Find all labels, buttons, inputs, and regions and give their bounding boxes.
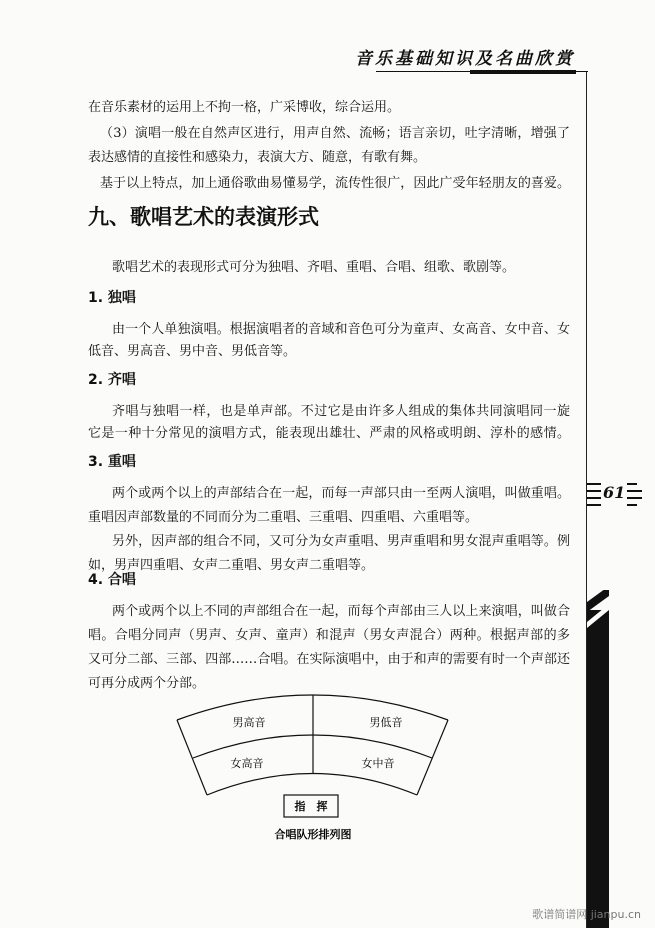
watermark: 歌谱简谱网 jianpu.cn [532, 908, 641, 921]
subsection-title: 4. 合唱 [88, 572, 136, 588]
paragraph-line: 重唱因声部数量的不同而分为二重唱、三重唱、四重唱、六重唱等。 [88, 510, 479, 525]
subsection-title: 2. 齐唱 [88, 372, 136, 388]
paragraph-line: 基于以上特点，加上通俗歌曲易懂易学，流传性很广，因此广受年轻朋友的喜爱。 [100, 176, 570, 191]
section-label: 女中音 [361, 757, 395, 770]
subsection-title: 3. 重唱 [88, 454, 136, 470]
paragraph-line: 齐唱与独唱一样，也是单声部。不过它是由许多人组成的集体共同演唱同一旋 [112, 404, 570, 419]
paragraph-line: 两个或两个以上的声部结合在一起，而每一声部只由一至两人演唱，叫做重唱。 [112, 486, 570, 501]
running-head: 音乐基础知识及名曲欣赏 [355, 49, 575, 69]
paragraph-line: 两个或两个以上不同的声部组合在一起，而每个声部由三人以上来演唱，叫做合 [112, 604, 570, 619]
paragraph-line: 另外，因声部的组合不同，又可分为女声重唱、男声重唱和男女混声重唱等。例 [112, 534, 570, 549]
section-label: 女高音 [230, 757, 264, 770]
subsection-title: 1. 独唱 [88, 290, 136, 306]
paragraph-line: 又可分二部、三部、四部……合唱。在实际演唱中，由于和声的需要有时一个声部还 [88, 652, 570, 667]
section-title: 九、歌唱艺术的表演形式 [88, 204, 319, 229]
paragraph-line: 低音、男高音、男中音、男低音等。 [88, 344, 297, 359]
paragraph-line: 表达感情的直接性和感染力，表演大方、随意，有歌有舞。 [88, 150, 427, 165]
paragraph-line: 如，男声四重唱、女声二重唱、男女声二重唱等。 [88, 558, 375, 573]
section-label: 男高音 [232, 716, 266, 729]
diagram-caption: 合唱队形排列图 [274, 828, 352, 841]
page-number: 61 [601, 480, 627, 506]
paragraph-line: （3）演唱一般在自然声区进行，用声自然、流畅；语言亲切，吐字清晰，增强了 [100, 126, 570, 141]
paragraph-line: 由一个人单独演唱。根据演唱者的音域和音色可分为童声、女高音、女中音、女 [112, 322, 570, 337]
paragraph-line: 唱。合唱分同声（男声、女声、童声）和混声（男女声混合）两种。根据声部的多 [88, 628, 570, 643]
section-label: 男低音 [369, 716, 403, 729]
paragraph-line: 在音乐素材的运用上不拘一格，广采博收，综合运用。 [88, 100, 401, 115]
conductor-label: 指 挥 [294, 800, 328, 813]
paragraph-line: 它是一种十分常见的演唱方式，能表现出雄壮、严肃的风格或明朗、淳朴的感情。 [88, 426, 570, 441]
paragraph-line: 可再分成两个分部。 [88, 676, 206, 691]
section-intro: 歌唱艺术的表现形式可分为独唱、齐唱、重唱、合唱、组歌、歌剧等。 [112, 260, 516, 275]
